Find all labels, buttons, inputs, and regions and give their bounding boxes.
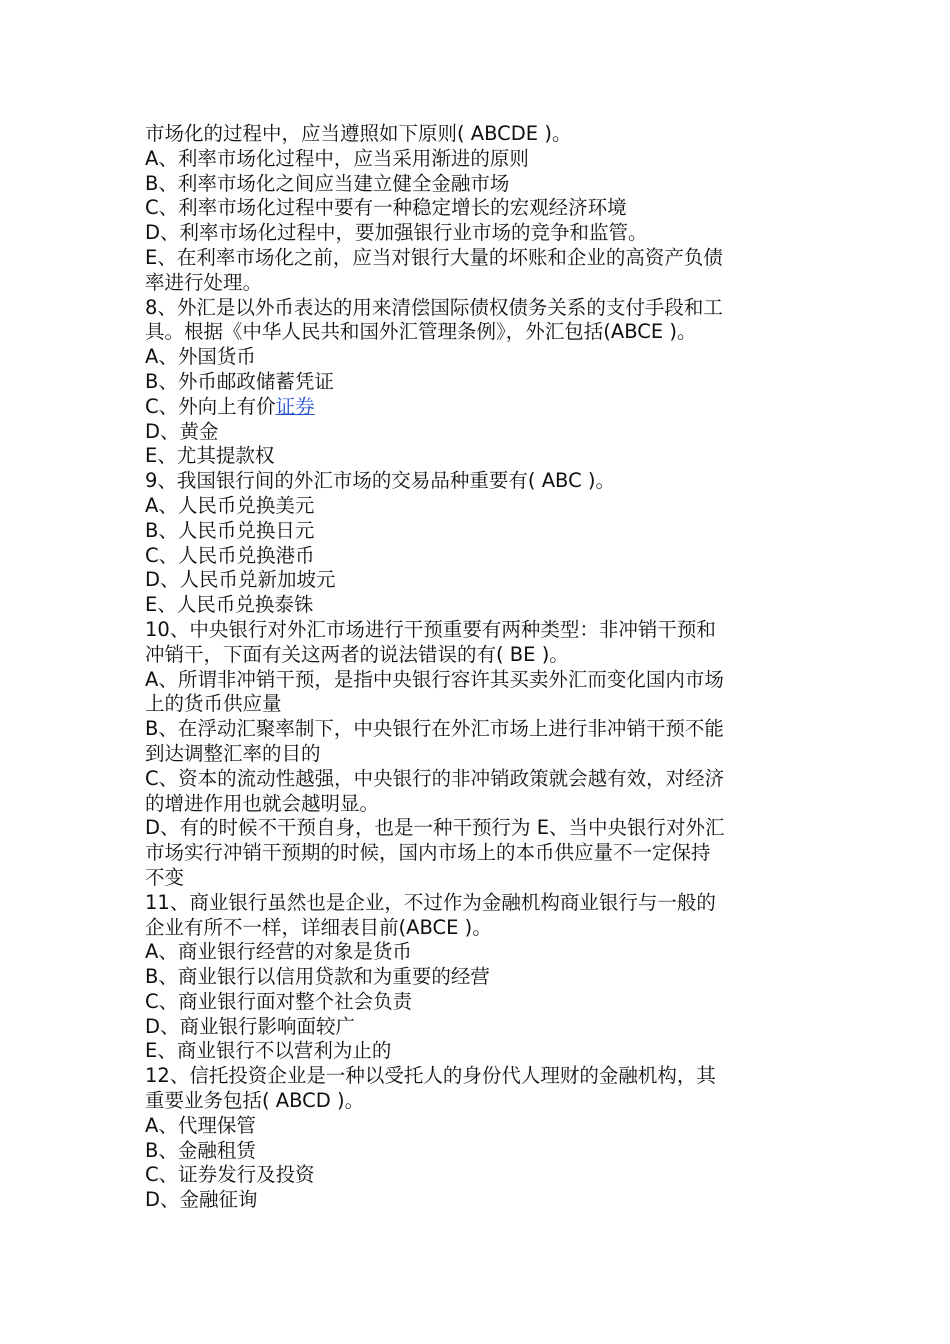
text-line: B、利率市场化之间应当建立健全金融市场 — [145, 171, 510, 195]
text-line: 上的货币供应量 — [145, 692, 282, 716]
text-line: 9、我国银行间的外汇市场的交易品种重要有( ABC )。 — [145, 469, 616, 493]
text-line: 的增进作用也就会越明显。 — [145, 791, 380, 815]
text-line: A、所谓非冲销干预，是指中央银行容许其买卖外汇而变化国内市场 — [145, 667, 724, 691]
text-line: C、商业银行面对整个社会负责 — [145, 989, 413, 1013]
text-line: B、人民币兑换日元 — [145, 518, 315, 542]
text-line: C、证券发行及投资 — [145, 1163, 315, 1187]
text-line: 率进行处理。 — [145, 270, 263, 294]
text-line: 8、外汇是以外币表达的用来清偿国际债权债务关系的支付手段和工 — [145, 295, 723, 319]
securities-link[interactable]: 证券 — [275, 394, 315, 418]
text-line: A、代理保管 — [145, 1113, 256, 1137]
text-line: 11、商业银行虽然也是企业，不过作为金融机构商业银行与一般的 — [145, 890, 716, 914]
text-line: D、商业银行影响面较广 — [145, 1014, 356, 1038]
text-line: E、人民币兑换泰铢 — [145, 593, 314, 617]
text-line: E、商业银行不以营利为止的 — [145, 1039, 392, 1063]
text-line: 重要业务包括( ABCD )。 — [145, 1089, 365, 1113]
text-line: B、在浮动汇聚率制下，中央银行在外汇市场上进行非冲销干预不能 — [145, 717, 724, 741]
text-line: A、人民币兑换美元 — [145, 493, 315, 517]
text-line: A、外国货币 — [145, 345, 256, 369]
text-line: D、利率市场化过程中，要加强银行业市场的竞争和监管。 — [145, 221, 648, 245]
text-line — [145, 395, 810, 420]
text-line: D、金融征询 — [145, 1188, 258, 1212]
text-line: E、在利率市场化之前，应当对银行大量的坏账和企业的高资产负债 — [145, 245, 723, 269]
text-line: A、商业银行经营的对象是货币 — [145, 940, 412, 964]
text-line: E、尤其提款权 — [145, 444, 275, 468]
text-segment: C、外向上有价 — [145, 394, 276, 418]
text-line: 市场实行冲销干预期的时候，国内市场上的本币供应量不一定保持 — [145, 841, 711, 865]
text-line: B、金融租赁 — [145, 1138, 256, 1162]
document-body — [145, 122, 810, 1213]
text-line: C、利率市场化过程中要有一种稳定增长的宏观经济环境 — [145, 196, 627, 220]
text-line: A、利率市场化过程中，应当采用渐进的原则 — [145, 146, 529, 170]
text-line: 12、信托投资企业是一种以受托人的身份代人理财的金融机构，其 — [145, 1064, 716, 1088]
text-line: D、黄金 — [145, 419, 219, 443]
text-line: B、外币邮政储蓄凭证 — [145, 369, 334, 393]
text-line: C、人民币兑换港币 — [145, 543, 315, 567]
text-line: C、资本的流动性越强，中央银行的非冲销政策就会越有效，对经济 — [145, 766, 725, 790]
text-line: 10、中央银行对外汇市场进行干预重要有两种类型：非冲销干预和 — [145, 617, 716, 641]
text-line: 冲销干，下面有关这两者的说法错误的有( BE )。 — [145, 642, 569, 666]
text-line: D、人民币兑新加坡元 — [145, 568, 336, 592]
text-line: D、有的时候不干预自身，也是一种干预行为 E、当中央银行对外汇 — [145, 816, 725, 840]
text-line: B、商业银行以信用贷款和为重要的经营 — [145, 965, 490, 989]
text-line: 市场化的过程中，应当遵照如下原则( ABCDE )。 — [145, 122, 572, 145]
text-line: 不变 — [145, 865, 185, 889]
text-line: 企业有所不一样，详细表目前(ABCE )。 — [145, 915, 492, 939]
text-line: 到达调整汇率的目的 — [145, 741, 321, 765]
text-line: 具。根据《中华人民共和国外汇管理条例》，外汇包括(ABCE )。 — [145, 320, 697, 344]
